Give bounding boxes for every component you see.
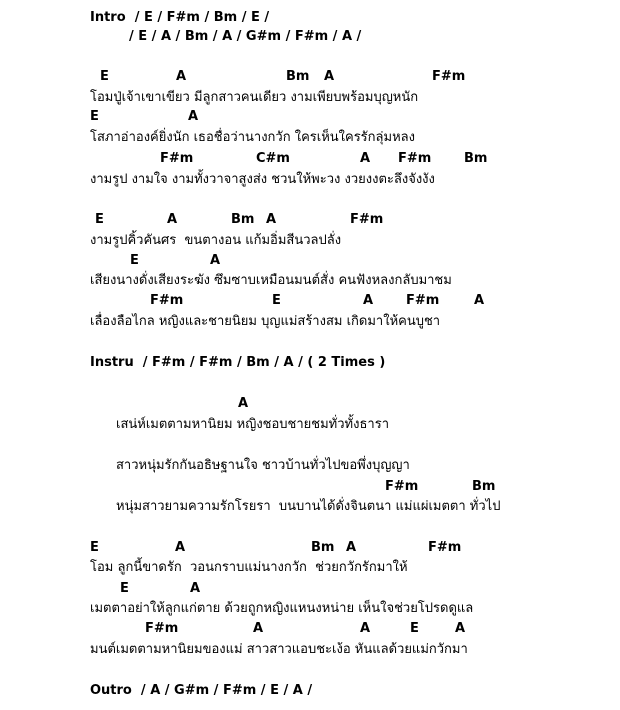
chord: E: [90, 540, 99, 555]
chord: F#m: [432, 69, 466, 84]
intro-line-2: / E / A / Bm / A / G#m / F#m / A /: [129, 29, 362, 44]
chord: Bm: [311, 540, 335, 555]
chord: F#m: [428, 540, 462, 555]
instru-line: Instru / F#m / F#m / Bm / A / ( 2 Times ): [90, 355, 386, 370]
chord: F#m: [385, 479, 419, 494]
lyric-line: มนต์เมตตามหานิยมของแม่ สาวสาวแอบชะเง้อ หันแลด้วยแม่กวักมา: [90, 642, 468, 657]
chord: A: [363, 293, 374, 308]
lyric-line: โอมปู่เจ้าเขาเขียว มีลูกสาวคนเดียว งามเพียบพร้อมบุญหนัก: [90, 90, 419, 105]
chord: A: [210, 253, 221, 268]
chord: F#m: [398, 151, 432, 166]
lyric-line: หนุ่มสาวยามความรักโรยรา บนบานได้ดั่งจินตนา แม่แผ่เมตตา ทั่วไป: [116, 499, 501, 514]
chord: Bm: [464, 151, 488, 166]
chord: F#m: [145, 621, 179, 636]
chord: E: [130, 253, 139, 268]
chord: A: [167, 212, 178, 227]
chord: E: [90, 109, 99, 124]
chord: Bm: [286, 69, 310, 84]
chord: Bm: [231, 212, 255, 227]
chord: A: [238, 396, 249, 411]
lyric-line: งามรูป งามใจ งามทั้งวาจาสูงส่ง ชวนให้พะวง งวยงงตะลึงจังงัง: [90, 172, 435, 187]
chord: E: [95, 212, 104, 227]
chord: F#m: [350, 212, 384, 227]
chord: A: [253, 621, 264, 636]
chord: A: [176, 69, 187, 84]
intro-line-1: Intro / E / F#m / Bm / E /: [90, 10, 270, 25]
lyric-line: เสน่ห์เมตตามหานิยม หญิงชอบชายชมทั่วทั้งธารา: [116, 417, 389, 432]
chord: E: [410, 621, 419, 636]
chord: A: [324, 69, 335, 84]
lyric-line: โอม ลูกนี้ขาดรัก วอนกราบแม่นางกวัก ช่วยกวักรักมาให้: [90, 560, 408, 575]
outro-line: Outro / A / G#m / F#m / E / A /: [90, 683, 313, 698]
chord: A: [188, 109, 199, 124]
lyric-line: งามรูปคิ้วคันศร ขนตางอน แก้มอิ่มสีนวลปลั่ง: [90, 233, 342, 248]
chord: A: [266, 212, 277, 227]
chord: A: [360, 151, 371, 166]
chord: E: [120, 581, 129, 596]
chord: F#m: [150, 293, 184, 308]
lyric-line: โสภาอ่าองค์ยิ่งนัก เธอชื่อว่านางกวัก ใครเห็นใครรักลุ่มหลง: [90, 130, 415, 145]
lyric-line: สาวหนุ่มรักกันอธิษฐานใจ ชาวบ้านทั่วไปขอพึ่งบุญญา: [116, 458, 410, 473]
chord: A: [474, 293, 485, 308]
chord: E: [100, 69, 109, 84]
lyric-line: เสียงนางดั่งเสียงระฆัง ซึมซาบเหมือนมนต์สั่ง คนฟังหลงกลับมาชม: [90, 273, 452, 288]
chord: A: [455, 621, 466, 636]
chord: A: [175, 540, 186, 555]
lyric-line: เลื่องลือไกล หญิงและชายนิยม บุญแม่สร้างสม เกิดมาให้คนบูชา: [90, 314, 441, 329]
chord: Bm: [472, 479, 496, 494]
chord: A: [190, 581, 201, 596]
chord: C#m: [256, 151, 290, 166]
chord: A: [360, 621, 371, 636]
chord: F#m: [406, 293, 440, 308]
chord: A: [346, 540, 357, 555]
chord: E: [272, 293, 281, 308]
lyric-line: เมตตาอย่าให้ลูกแก่ตาย ด้วยถูกหญิงแหนงหน่าย เห็นใจช่วยโปรดดูแล: [90, 601, 474, 616]
chord: F#m: [160, 151, 194, 166]
